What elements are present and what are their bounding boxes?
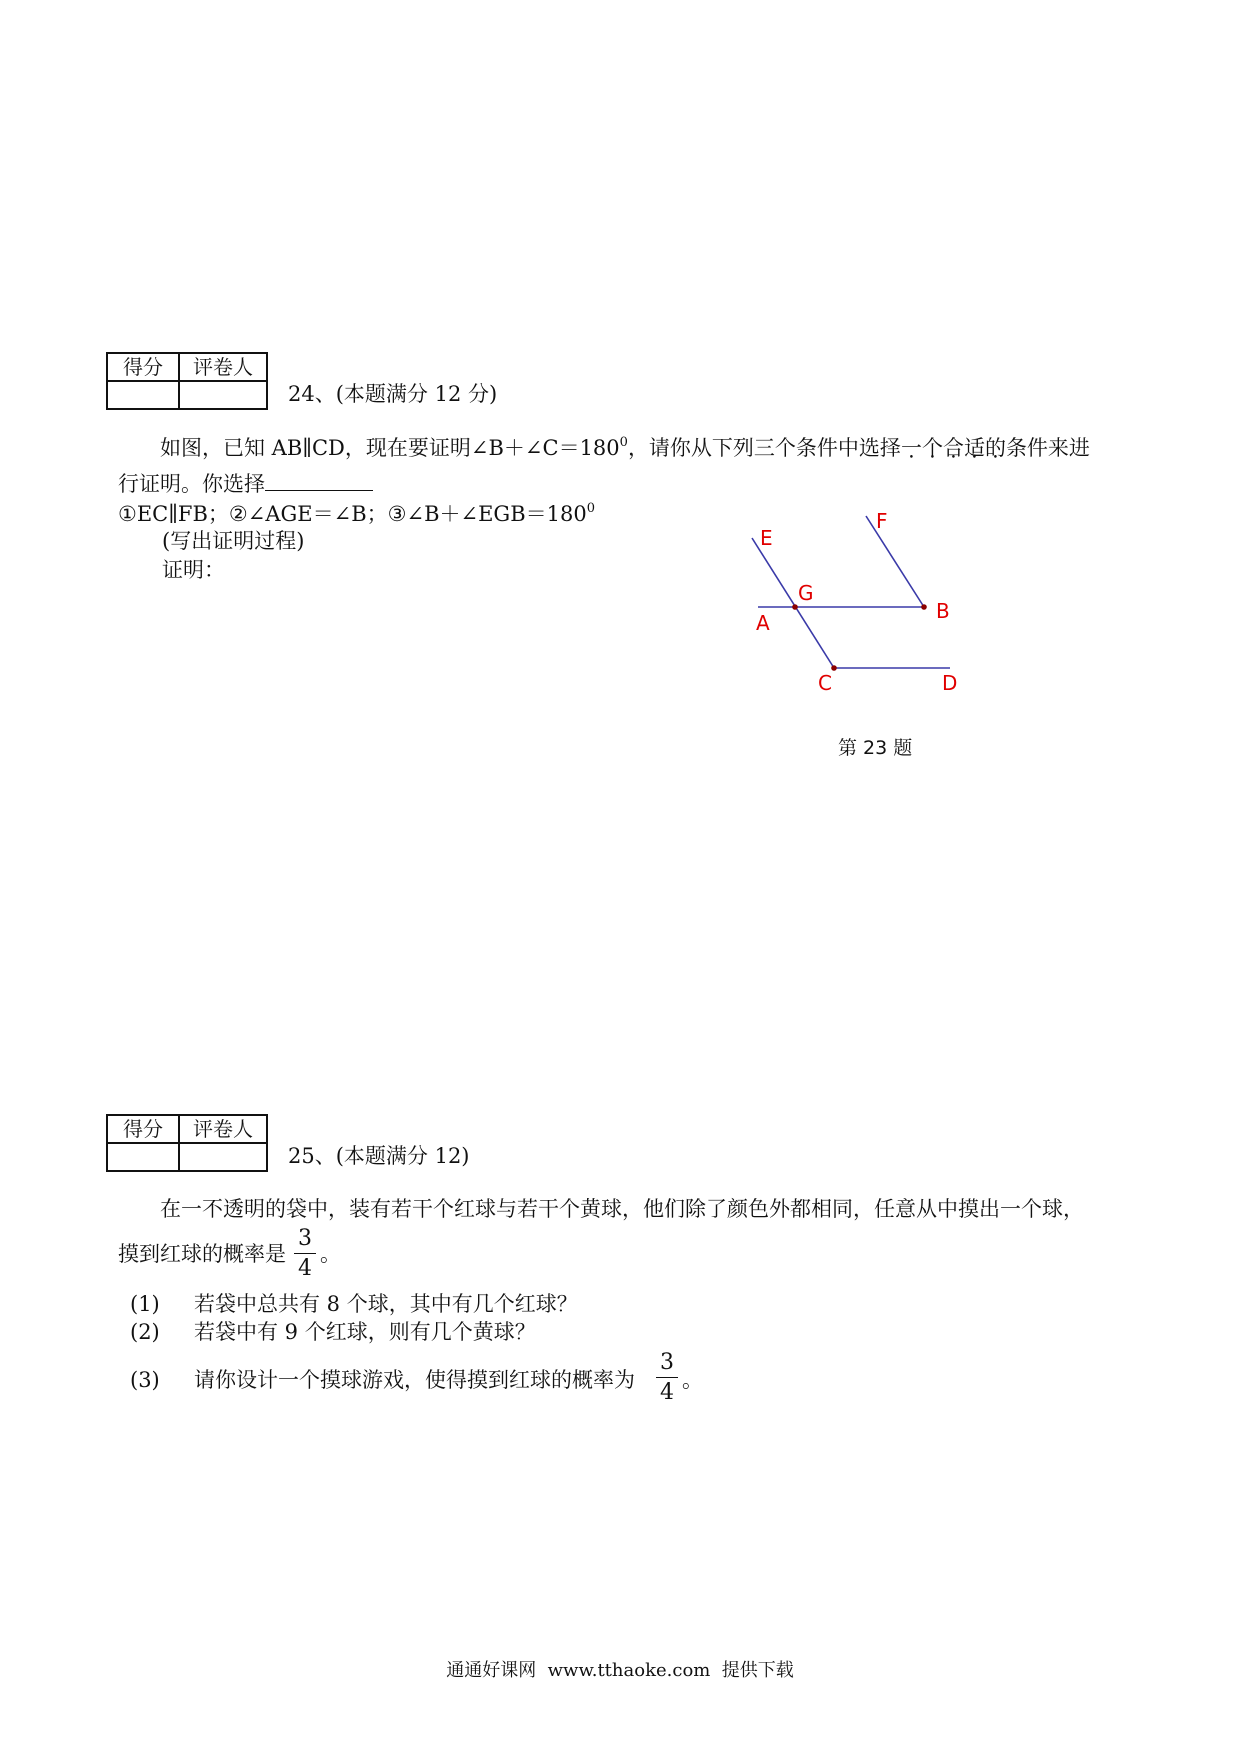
degree-sup: 0 xyxy=(619,435,628,450)
item-text: 请你设计一个摸球游戏，使得摸到红球的概率为 xyxy=(194,1368,635,1392)
q25-item-1 xyxy=(130,1294,578,1315)
item-number: (2) xyxy=(130,1320,160,1344)
q24-proof-label: 证明： xyxy=(162,558,225,582)
line-FB xyxy=(866,516,924,607)
label-F: F xyxy=(876,509,888,533)
item-number: (1) xyxy=(130,1292,160,1316)
q25-statement-line2: 摸到红球的概率是 xyxy=(118,1242,286,1266)
label-D: D xyxy=(942,671,958,695)
geometry-figure xyxy=(740,500,980,700)
label-G: G xyxy=(798,581,814,605)
grader-header: 评卷人 xyxy=(179,353,267,381)
q25-item-2 xyxy=(130,1322,536,1343)
score-header: 得分 xyxy=(107,1115,179,1143)
q24-options-text: ①EC∥FB；②∠AGE＝∠B；③∠B＋∠EGB＝180 xyxy=(118,502,587,526)
q24-statement-c: 条件来进 xyxy=(1005,436,1090,460)
q24-instruction: (写出证明过程) xyxy=(162,529,305,553)
score-header: 得分 xyxy=(107,353,179,381)
q25-item3-end: 。 xyxy=(682,1368,703,1392)
q25-line2-end: 。 xyxy=(320,1242,341,1266)
degree-sup: 0 xyxy=(586,501,595,516)
score-table-25 xyxy=(106,1114,268,1172)
grader-header: 评卷人 xyxy=(179,1115,267,1143)
emphasis-char: 的 xyxy=(984,436,1006,460)
score-cell[interactable] xyxy=(107,381,179,409)
q24-choose-prompt: 行证明。你选择 xyxy=(118,472,265,496)
emphasis-char: 一 xyxy=(900,436,922,460)
fraction-numerator: 3 xyxy=(294,1226,316,1254)
item-text: 若袋中总共有 8 个球，其中有几个红球？ xyxy=(194,1292,578,1316)
q24-statement-b: ，请你从下列三个条件中选择 xyxy=(627,436,901,460)
q24-statement-line1 xyxy=(160,436,1090,459)
label-A: A xyxy=(756,611,770,635)
point-C xyxy=(831,665,837,671)
score-cell[interactable] xyxy=(107,1143,179,1171)
point-B xyxy=(921,604,927,610)
probability-fraction xyxy=(656,1350,678,1405)
label-C: C xyxy=(818,671,832,695)
fraction-numerator: 3 xyxy=(656,1350,678,1378)
q24-statement-line2 xyxy=(118,472,373,495)
choice-blank[interactable] xyxy=(265,472,373,491)
item-text: 若袋中有 9 个红球，则有几个黄球？ xyxy=(194,1320,536,1344)
figure-caption: 第 23 题 xyxy=(838,737,913,759)
q24-statement-a: 如图，已知 AB∥CD，现在要证明∠B＋∠C＝180 xyxy=(160,436,620,460)
grader-cell[interactable] xyxy=(179,381,267,409)
label-B: B xyxy=(936,599,950,623)
q24-options xyxy=(118,502,595,525)
q25-statement-line1: 在一不透明的袋中，装有若干个红球与若干个黄球，他们除了颜色外都相同，任意从中摸出一个球， xyxy=(160,1197,1084,1221)
label-E: E xyxy=(760,526,773,550)
grader-cell[interactable] xyxy=(179,1143,267,1171)
fraction-denominator: 4 xyxy=(660,1380,674,1405)
score-table-24 xyxy=(106,352,268,410)
emphasis-char: 个 xyxy=(921,436,943,460)
q25-header: 25、(本题满分 12) xyxy=(288,1144,470,1168)
probability-fraction xyxy=(294,1226,316,1281)
line-EC xyxy=(752,538,834,668)
q24-header: 24、(本题满分 12 分) xyxy=(288,382,498,406)
item-number: (3) xyxy=(130,1368,160,1392)
point-G xyxy=(792,604,798,610)
emphasis-char: 合 xyxy=(942,436,964,460)
fraction-denominator: 4 xyxy=(298,1256,312,1281)
emphasis-char: 适 xyxy=(963,436,985,460)
page-footer: 通通好课网 www.tthaoke.com 提供下载 xyxy=(446,1660,794,1681)
q25-item-3 xyxy=(130,1370,635,1391)
